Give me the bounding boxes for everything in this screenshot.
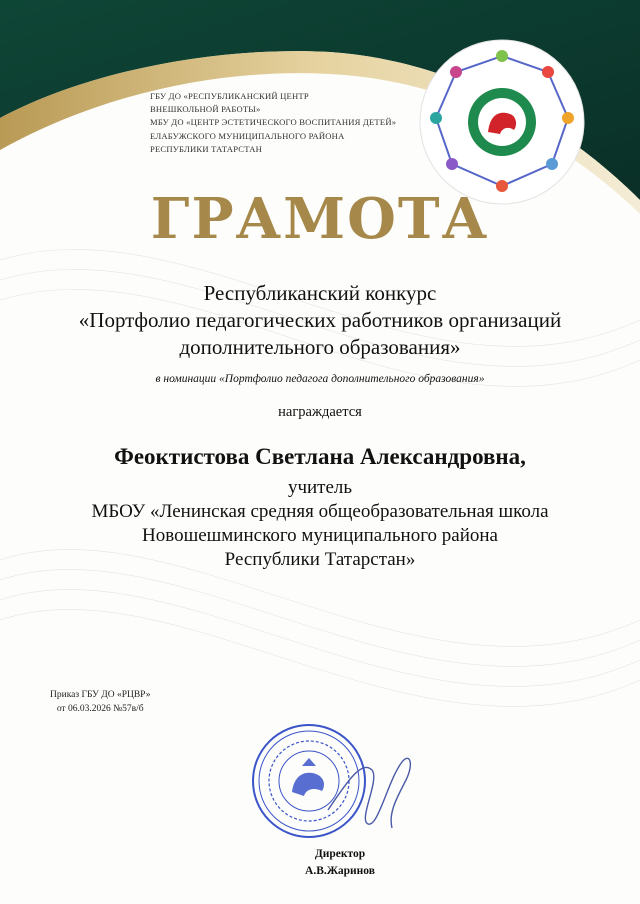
issuer-line: МБУ ДО «ЦЕНТР ЭСТЕТИЧЕСКОГО ВОСПИТАНИЯ ДЕТЕЙ» — [150, 117, 397, 128]
issuer-line: ЕЛАБУЖСКОГО МУНИЦИПАЛЬНОГО РАЙОНА — [150, 130, 345, 141]
role-line: Республики Татарстан» — [224, 549, 416, 570]
contest-line: Республиканский конкурс — [203, 281, 437, 305]
issuer-line: РЕСПУБЛИКИ ТАТАРСТАН — [150, 143, 263, 154]
contest-line: дополнительного образования» — [179, 335, 461, 359]
director-position: Директор — [314, 848, 366, 860]
issuer-block — [150, 90, 396, 156]
issuer-line: ГБУ ДО «РЕСПУБЛИКАНСКИЙ ЦЕНТР — [150, 91, 309, 101]
director-block — [270, 846, 410, 880]
order-reference — [50, 688, 150, 716]
role-line: Новошешминского муниципального района — [142, 525, 498, 546]
nomination-text: в номинации «Портфолио педагога дополнительного образования» — [155, 373, 485, 385]
director-signature — [318, 740, 428, 850]
recipient-role — [20, 476, 620, 572]
awarded-label: награждается — [278, 404, 362, 420]
director-name: А.В.Жаринов — [305, 865, 375, 877]
order-line: Приказ ГБУ ДО «РЦВР» — [50, 690, 151, 700]
certificate-title: ГРАМОТА — [150, 186, 490, 252]
contest-name — [20, 280, 620, 361]
contest-line: «Портфолио педагогических работников организаций — [78, 308, 562, 332]
role-line: учитель — [287, 477, 353, 498]
order-line: от 06.03.2026 №57в/б — [56, 704, 144, 714]
recipient-name: Феоктистова Светлана Александровна, — [114, 444, 526, 469]
emblem-logo — [418, 38, 586, 206]
role-line: МБОУ «Ленинская средняя общеобразовательная школа — [91, 501, 549, 522]
issuer-line: ВНЕШКОЛЬНОЙ РАБОТЫ» — [150, 104, 261, 115]
